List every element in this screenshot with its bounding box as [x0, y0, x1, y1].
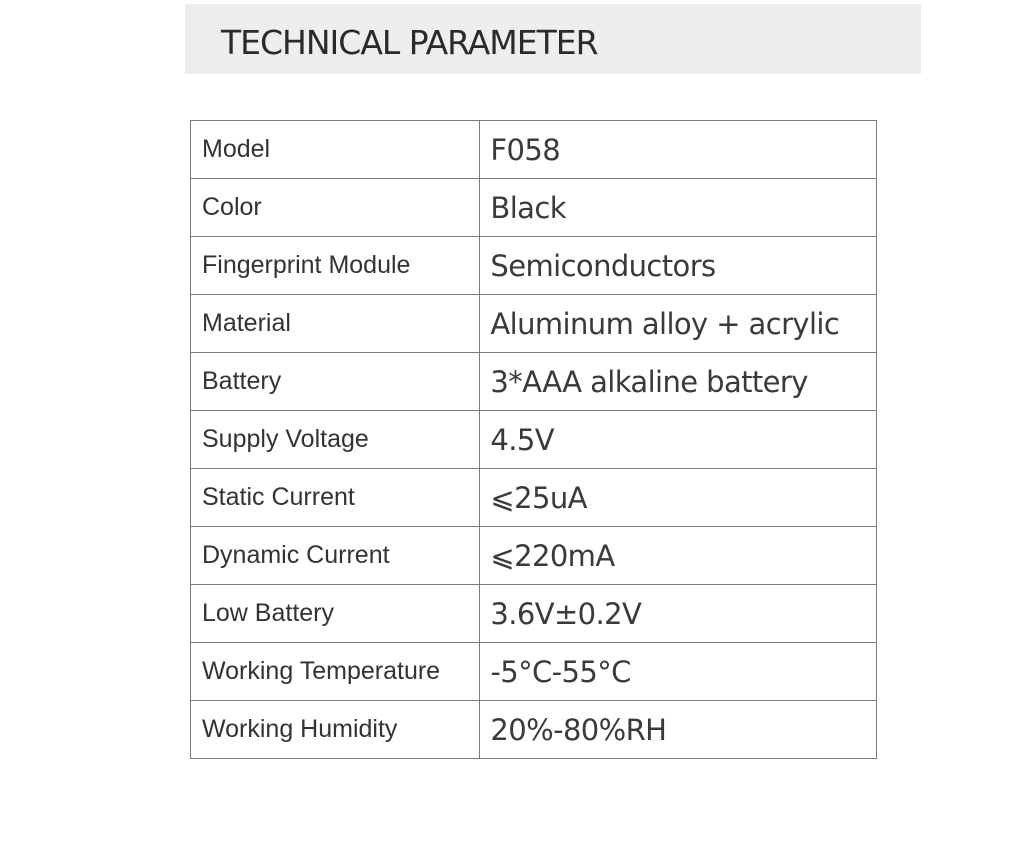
spec-value: Semiconductors: [480, 237, 877, 295]
table-row: [191, 121, 877, 179]
table-row: [191, 701, 877, 759]
table-row: [191, 585, 877, 643]
table-row: [191, 237, 877, 295]
spec-value: F058: [480, 121, 877, 179]
spec-value: Black: [480, 179, 877, 237]
spec-label: Low Battery: [191, 585, 480, 643]
table-row: [191, 527, 877, 585]
spec-label: Static Current: [191, 469, 480, 527]
spec-value: -5°C-55°C: [480, 643, 877, 701]
spec-value: ⩽220mA: [480, 527, 877, 585]
spec-value: 3*AAA alkaline battery: [480, 353, 877, 411]
spec-label: Material: [191, 295, 480, 353]
spec-value: Aluminum alloy + acrylic: [480, 295, 877, 353]
table-row: [191, 179, 877, 237]
spec-label: Working Temperature: [191, 643, 480, 701]
table-row: [191, 295, 877, 353]
table-row: [191, 353, 877, 411]
table-row: [191, 469, 877, 527]
spec-value: 20%-80%RH: [480, 701, 877, 759]
spec-label: Fingerprint Module: [191, 237, 480, 295]
table-row: [191, 643, 877, 701]
technical-parameter-table: [190, 120, 877, 759]
spec-label: Model: [191, 121, 480, 179]
spec-value: 3.6V±0.2V: [480, 585, 877, 643]
table-row: [191, 411, 877, 469]
section-title: TECHNICAL PARAMETER: [221, 23, 598, 62]
spec-value: 4.5V: [480, 411, 877, 469]
spec-label: Dynamic Current: [191, 527, 480, 585]
spec-label: Color: [191, 179, 480, 237]
spec-label: Supply Voltage: [191, 411, 480, 469]
spec-label: Working Humidity: [191, 701, 480, 759]
section-header: [185, 4, 921, 74]
spec-label: Battery: [191, 353, 480, 411]
spec-value: ⩽25uA: [480, 469, 877, 527]
